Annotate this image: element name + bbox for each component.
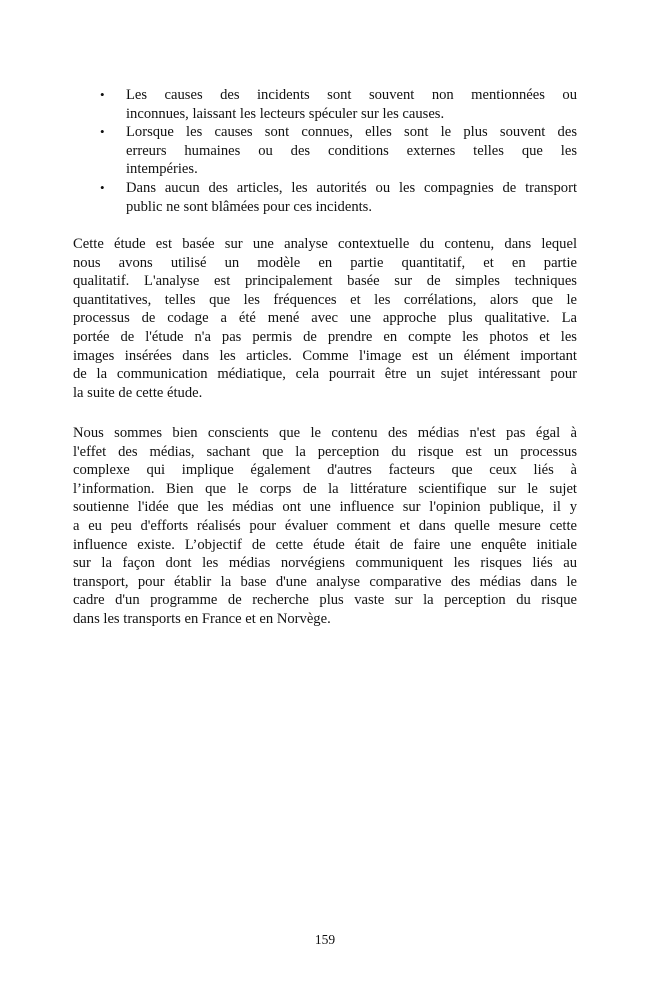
text-line: Nous sommes bien conscients que le contenu des médias n'est pas égal à xyxy=(73,425,577,441)
text-line: Lorsque les causes sont connues, elles sont le plus souvent des xyxy=(126,124,577,141)
text-line: la suite de cette étude. xyxy=(73,384,203,401)
text-line: sur la façon dont les médias norvégiens communiquent les risques liés au xyxy=(73,555,577,572)
text-line: images insérées dans les articles. Comme l'image est un élément important xyxy=(73,347,577,364)
paragraph-methodology xyxy=(73,235,577,402)
bullet-icon: • xyxy=(100,124,105,140)
text-line: Les causes des incidents sont souvent non mentionnées ou xyxy=(126,87,577,103)
text-line: processus de codage a été mené avec une approche plus qualitative. La xyxy=(73,310,577,327)
text-line: qualitatif. L'analyse est principalement basée sur de simples techniques xyxy=(73,273,577,290)
text-line: nous avons utilisé un modèle en partie quantitatif, et en partie xyxy=(73,254,577,271)
bullet-list xyxy=(100,86,577,216)
text-line: soutienne l'idée que les médias ont une influence sur l'opinion publique, il y xyxy=(73,499,577,516)
list-item xyxy=(100,179,577,216)
text-line: Dans aucun des articles, les autorités ou les compagnies de transport xyxy=(126,179,577,196)
paragraph-conclusion xyxy=(73,424,577,629)
list-item xyxy=(100,123,577,179)
text-line: quantitatives, telles que les fréquences et les corrélations, alors que le xyxy=(73,291,577,308)
page-number: 159 xyxy=(314,932,336,947)
list-item xyxy=(100,86,577,123)
text-line: public ne sont blâmées pour ces incidents. xyxy=(126,198,373,215)
text-line: l'effet des médias, sachant que la perception du risque est un processus xyxy=(73,443,577,460)
text-line: l’information. Bien que le corps de la littérature scientifique sur le sujet xyxy=(73,480,577,497)
text-line: intempéries. xyxy=(126,161,198,178)
text-line: de la communication médiatique, cela pourrait être un sujet intéressant pour xyxy=(73,366,577,383)
text-line: influence existe. L’objectif de cette étude était de faire une enquête initiale xyxy=(73,536,577,553)
text-line: portée de l'étude n'a pas permis de prendre en compte les photos et les xyxy=(73,328,577,345)
text-line: a eu peu d'efforts réalisés pour évaluer comment et dans quelle mesure cette xyxy=(73,517,577,534)
text-line: cadre d'un programme de recherche plus vaste sur la perception du risque xyxy=(73,592,577,609)
text-line: Cette étude est basée sur une analyse contextuelle du contenu, dans lequel xyxy=(73,236,577,252)
text-line: erreurs humaines ou des conditions externes telles que les xyxy=(126,142,577,159)
bullet-icon: • xyxy=(100,179,105,195)
text-line: transport, pour établir la base d'une analyse comparative des médias dans le xyxy=(73,573,577,590)
bullet-icon: • xyxy=(100,87,105,102)
text-line: dans les transports en France et en Norvège. xyxy=(73,610,331,627)
text-line: complexe qui implique également d'autres facteurs que ceux liés à xyxy=(73,462,577,479)
text-line: inconnues, laissant les lecteurs spéculer sur les causes. xyxy=(126,105,445,122)
